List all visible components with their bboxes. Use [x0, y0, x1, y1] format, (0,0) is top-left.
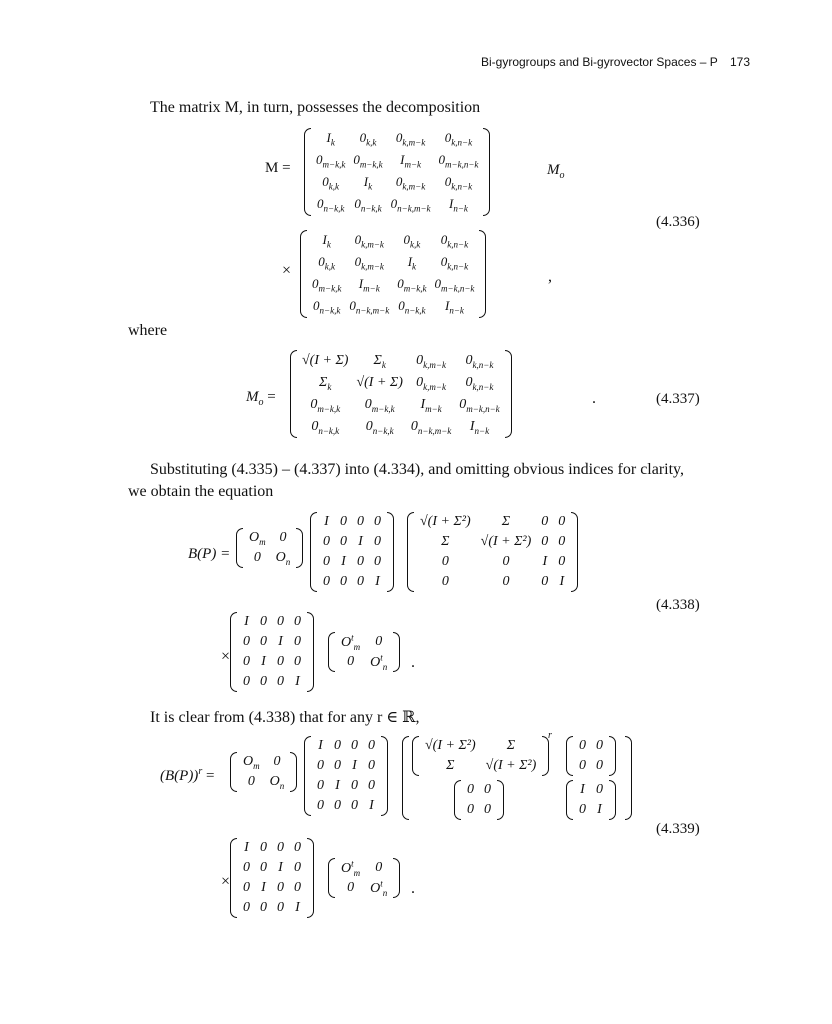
eq338-p-cell: I: [341, 554, 346, 569]
eq338-p2-cell: I: [278, 634, 283, 649]
eq336-a-row: [312, 194, 482, 216]
eq338-s-cell: 0: [558, 534, 566, 549]
eq339-p2-cell: I: [278, 860, 283, 875]
eq338-p-cell: I: [375, 574, 380, 589]
eq337-cell: $0_{m-k,k}$: [310, 396, 341, 414]
eq337-label: (4.337): [656, 391, 700, 407]
eq336-a-cell: $0_{k,n-k}$: [444, 130, 473, 148]
eq339-p2-cell: I: [261, 880, 266, 895]
eq339-p-cell: 0: [351, 738, 358, 753]
eq336-b-cell: $I_{n-k}$: [445, 298, 464, 316]
eq336-b-row: [308, 296, 478, 318]
eq339-identity-block: [566, 780, 616, 820]
eq338-p2-row: [238, 612, 306, 632]
eq336-a-cell: $0_{n-k,m-k}$: [390, 196, 431, 214]
eq336-a-cell: $0_{m-k,n-k}$: [438, 152, 479, 170]
eq339-p-row: [312, 736, 380, 756]
eq339-p-cell: I: [352, 758, 357, 773]
eq339-z1-cell: 0: [596, 758, 603, 773]
eq337-row: [298, 416, 504, 438]
eq336-a-cell: $I_{m-k}$: [400, 152, 422, 170]
eq338-p-row: [318, 512, 386, 532]
eq339-p-cell: 0: [368, 778, 375, 793]
eq336-a-cell: $0_{n-k,k}$: [354, 196, 382, 214]
eq336-times: ×: [282, 262, 292, 279]
paragraph-substituting-2: we obtain the equation: [128, 483, 274, 500]
eq336-a-row: [312, 172, 482, 194]
eq339-o-cell: 0: [247, 774, 255, 789]
eq338-s-cell: 0: [441, 574, 449, 589]
eq338-o-cell: 0: [279, 530, 287, 545]
eq336-a-cell: $0_{m-k,k}$: [353, 152, 383, 170]
eq339-z2-cell: 0: [467, 802, 474, 817]
eq337-cell: $0_{m-k,n-k}$: [459, 396, 500, 414]
eq338-t-row: [336, 652, 392, 672]
eq338-p2-cell: 0: [277, 654, 284, 669]
eq338-p-cell: I: [324, 514, 329, 529]
eq336-a-cell: $I_k$: [326, 130, 335, 148]
eq338-t-row: [336, 632, 392, 652]
eq336-a-cell: $0_{k,k}$: [359, 130, 377, 148]
eq339-power: r: [548, 730, 552, 741]
eq339-p-cell: 0: [317, 778, 324, 793]
eq339-p2-cell: 0: [277, 880, 284, 895]
eq338-o-row: [244, 528, 295, 548]
eq336-a-cell: $I_{n-k}$: [449, 196, 468, 214]
eq336-label: (4.336): [656, 214, 700, 230]
eq339-i-cell: 0: [596, 782, 603, 797]
eq338-p2-cell: 0: [243, 634, 250, 649]
eq338-p2-row: [238, 672, 306, 692]
eq339-s-cell: Σ: [506, 738, 516, 753]
eq338-s-row: [415, 552, 570, 572]
eq339-z2-cell: 0: [484, 802, 491, 817]
eq338-p2-cell: 0: [260, 634, 267, 649]
eq339-i-row: [574, 800, 608, 820]
eq338-s-cell: I: [559, 574, 565, 589]
eq337-cell: $\Sigma_k$: [319, 374, 332, 392]
eq337-row: [298, 372, 504, 394]
eq338-s-cell: Σ: [441, 534, 450, 549]
eq336-comma: ,: [548, 268, 552, 285]
eq339-p-row: [312, 776, 380, 796]
eq338-s-cell: 0: [441, 554, 449, 569]
eq339-sigma2: [412, 736, 549, 776]
eq337-row: [298, 394, 504, 416]
eq339-s-row: [420, 756, 541, 776]
eq339-t-cell: 0: [375, 860, 383, 875]
eq339-p-cell: 0: [368, 758, 375, 773]
eq338-o-cell: $O_n$: [275, 549, 291, 567]
eq339-s-cell: Σ: [446, 758, 455, 773]
eq338-p-cell: 0: [374, 534, 381, 549]
eq339-zero-bottom-grid: [462, 780, 496, 820]
eq338-s-cell: 0: [558, 514, 566, 529]
eq339-o-cell: $O_m$: [243, 753, 260, 771]
eq338-perm-matrix: [310, 512, 394, 592]
eq336-matrix-b: [300, 230, 486, 318]
eq338-p2-cell: 0: [277, 614, 284, 629]
eq339-block-matrix: [402, 730, 632, 820]
eq336-b-cell: $0_{k,m-k}$: [354, 254, 384, 272]
eq338-t-cell: 0: [375, 634, 383, 649]
eq338-p2-cell: 0: [277, 674, 284, 689]
eq336-a-row: [312, 150, 482, 172]
eq337-cell: $I_{n-k}$: [469, 418, 490, 436]
eq339-p-row: [312, 796, 380, 816]
eq339-p2-cell: 0: [294, 860, 301, 875]
eq338-p2-cell: 0: [294, 634, 301, 649]
eq338-p2-row: [238, 652, 306, 672]
eq338-s-row: [415, 512, 570, 532]
eq338-label: (4.338): [656, 597, 700, 613]
running-title: Bi-gyrogroups and Bi-gyrovector Spaces – P: [481, 55, 718, 69]
eq339-z1-cell: 0: [596, 738, 603, 753]
eq337-period: .: [592, 390, 596, 407]
eq336-b-row: [308, 274, 478, 296]
eq338-o-cell: $O_m$: [249, 529, 266, 547]
eq338-p2-row: [238, 632, 306, 652]
eq338-s-row: [415, 532, 570, 552]
eq338-o-row: [244, 548, 295, 568]
eq338-p-cell: 0: [323, 574, 330, 589]
eq338-p2-cell: 0: [294, 614, 301, 629]
eq339-z1-row: [574, 756, 608, 776]
eq336-b-cell: $I_k$: [407, 254, 417, 272]
paragraph-where: where: [128, 322, 168, 339]
eq339-p-cell: 0: [351, 798, 358, 813]
eq339-p2-cell: 0: [243, 880, 250, 895]
eq338-p-row: [318, 532, 386, 552]
eq336-mo: $M_o$: [547, 162, 565, 181]
eq339-p-cell: 0: [334, 758, 341, 773]
eq339-p-cell: 0: [368, 738, 375, 753]
eq336-lhs: M =: [265, 160, 291, 176]
eq336-a-cell: $0_{k,m-k}$: [395, 130, 426, 148]
eq336-b-cell: $0_{k,m-k}$: [354, 232, 384, 250]
eq339-i-cell: I: [597, 802, 602, 817]
eq338-o-cell: 0: [253, 550, 261, 565]
eq336-b-cell: $0_{n-k,k}$: [398, 298, 426, 316]
eq337-row: [298, 350, 504, 372]
eq338-ot-block-grid: [336, 632, 392, 672]
paragraph-decomposition: The matrix M, in turn, possesses the decomposition: [150, 99, 481, 116]
eq336-b-cell: $0_{k,n-k}$: [440, 254, 469, 272]
eq338-ot-block: [328, 632, 400, 672]
eq338-sigma-grid: [415, 512, 570, 592]
eq336-b-cell: $0_{m-k,k}$: [397, 276, 427, 294]
eq339-t-cell: $O^t_n$: [370, 878, 388, 898]
eq336-a-cell: $0_{k,m-k}$: [395, 174, 426, 192]
eq339-s-row: [420, 736, 541, 756]
eq339-o-cell: 0: [273, 754, 281, 769]
eq339-identity-grid: [574, 780, 608, 820]
eq338-o-block-grid: [244, 528, 295, 568]
eq337-cell: $0_{m-k,k}$: [364, 396, 395, 414]
eq338-p-row: [318, 572, 386, 592]
eq339-sigma2-grid: [420, 736, 541, 776]
eq336-b-cell: $0_{k,n-k}$: [440, 232, 469, 250]
eq337-cell: $0_{k,m-k}$: [416, 352, 446, 370]
eq337-cell: √(I + Σ): [302, 353, 349, 368]
eq339-p-cell: I: [369, 798, 374, 813]
eq339-perm-grid: [312, 736, 380, 816]
eq339-s-cell: √(I + Σ²): [425, 738, 476, 753]
eq338-o-block: [236, 528, 303, 568]
eq338-p-cell: 0: [374, 514, 381, 529]
eq339-i-row: [574, 780, 608, 800]
eq338-p2-cell: I: [295, 674, 300, 689]
eq339-z2-row: [462, 780, 496, 800]
eq339-p2-row: [238, 898, 306, 918]
eq338-s-cell: 0: [502, 554, 510, 569]
eq336-b-cell: $0_{m-k,n-k}$: [434, 276, 475, 294]
eq339-p2-cell: 0: [294, 840, 301, 855]
eq338-t-cell: $O^t_n$: [370, 652, 388, 672]
page-number: 173: [730, 55, 751, 69]
eq338-s-cell: 0: [541, 534, 549, 549]
eq338-perm-grid: [318, 512, 386, 592]
eq337-cell: √(I + Σ): [356, 375, 403, 390]
eq339-zero-block-bottom: [454, 780, 504, 820]
eq338-p2-cell: I: [261, 654, 266, 669]
eq338-s-cell: √(I + Σ²): [480, 534, 532, 549]
eq338-p-cell: 0: [340, 514, 347, 529]
eq339-p2-cell: I: [295, 900, 300, 915]
eq337-cell: $I_{m-k}$: [420, 396, 442, 414]
eq339-p-cell: I: [318, 738, 323, 753]
eq339-z1-cell: 0: [579, 758, 586, 773]
eq338-p-cell: I: [358, 534, 363, 549]
eq339-z1-row: [574, 736, 608, 756]
eq338-perm-grid-2: [238, 612, 306, 692]
eq339-s-cell: √(I + Σ²): [485, 758, 537, 773]
eq339-p-cell: 0: [334, 798, 341, 813]
eq339-zero-block-top: [566, 736, 616, 776]
eq338-p2-cell: 0: [260, 614, 267, 629]
eq336-a-cell: $0_{k,n-k}$: [444, 174, 473, 192]
eq339-label: (4.339): [656, 821, 700, 837]
eq338-p-cell: 0: [357, 514, 364, 529]
eq338-t-cell: 0: [347, 654, 355, 669]
eq336-matrix-a-grid: [312, 128, 482, 216]
eq337-cell: $0_{n-k,m-k}$: [410, 418, 452, 436]
eq337-cell: $\Sigma_k$: [373, 352, 386, 370]
eq338-p2-cell: 0: [294, 654, 301, 669]
eq339-perm-grid-2: [238, 838, 306, 918]
eq338-p-cell: 0: [323, 534, 330, 549]
eq339-p2-cell: 0: [260, 860, 267, 875]
eq338-s-cell: Σ: [501, 514, 511, 529]
eq336-a-cell: $0_{n-k,k}$: [317, 196, 345, 214]
eq336-b-cell: $0_{k,k}$: [318, 254, 336, 272]
eq339-lhs: $(B(P))^r$ =: [160, 766, 215, 784]
eq339-p2-row: [238, 878, 306, 898]
eq338-p-cell: 0: [340, 574, 347, 589]
eq338-lhs: B(P) =: [188, 546, 231, 562]
eq339-p2-cell: 0: [243, 860, 250, 875]
eq339-ot-block: [328, 858, 400, 898]
eq339-period: .: [411, 880, 415, 897]
eq336-a-cell: $0_{m-k,k}$: [316, 152, 346, 170]
eq337-cell: $0_{n-k,k}$: [365, 418, 394, 436]
eq339-times: ×: [221, 873, 231, 890]
eq337-matrix: [290, 350, 512, 438]
eq339-o-row: [238, 752, 289, 772]
eq338-p-cell: 0: [323, 554, 330, 569]
eq336-b-row: [308, 252, 478, 274]
eq338-p-cell: 0: [374, 554, 381, 569]
eq338-s-cell: 0: [541, 514, 549, 529]
eq336-matrix-a: [304, 128, 490, 216]
eq339-p2-row: [238, 838, 306, 858]
eq339-p-row: [312, 756, 380, 776]
paragraph-substituting-1: Substituting (4.335) – (4.337) into (4.334), and omitting obvious indices for clarity,: [150, 461, 685, 478]
eq338-sigma-matrix: [407, 512, 578, 592]
eq338-s-cell: I: [542, 554, 548, 569]
eq338-times: ×: [221, 648, 231, 665]
eq339-p-cell: I: [335, 778, 340, 793]
eq338-p-cell: 0: [357, 554, 364, 569]
eq339-ot-block-grid: [336, 858, 392, 898]
eq339-z1-cell: 0: [579, 738, 586, 753]
eq338-p2-cell: 0: [243, 674, 250, 689]
eq339-p-cell: 0: [334, 738, 341, 753]
eq338-s-cell: 0: [541, 574, 549, 589]
eq339-p-cell: 0: [317, 798, 324, 813]
eq338-s-cell: 0: [558, 554, 566, 569]
eq339-z2-cell: 0: [467, 782, 474, 797]
eq339-perm-matrix-2: [230, 838, 314, 918]
eq339-p2-cell: 0: [260, 840, 267, 855]
eq338-s-cell: 0: [502, 574, 510, 589]
eq339-p2-cell: 0: [277, 900, 284, 915]
eq339-o-cell: $O_n$: [269, 773, 285, 791]
eq339-p-cell: 0: [351, 778, 358, 793]
eq337-lhs: $M_o$ =: [246, 389, 276, 408]
eq336-b-cell: $0_{k,k}$: [403, 232, 421, 250]
eq338-s-cell: √(I + Σ²): [420, 514, 471, 529]
paragraph-clear: It is clear from (4.338) that for any r ∈ ℝ,: [150, 709, 420, 726]
eq336-b-cell: $I_k$: [322, 232, 331, 250]
eq338-p2-cell: 0: [243, 654, 250, 669]
eq339-p2-cell: 0: [243, 900, 250, 915]
eq339-p2-cell: 0: [277, 840, 284, 855]
eq339-perm-matrix: [304, 736, 388, 816]
eq337-cell: $0_{k,m-k}$: [416, 374, 446, 392]
eq336-a-cell: $0_{k,k}$: [322, 174, 340, 192]
eq339-p2-row: [238, 858, 306, 878]
eq339-z2-cell: 0: [484, 782, 491, 797]
eq337-matrix-grid: [298, 350, 504, 438]
eq338-p2-cell: I: [244, 614, 249, 629]
eq336-b-cell: $I_{m-k}$: [358, 276, 380, 294]
eq339-p2-cell: 0: [294, 880, 301, 895]
eq339-z2-row: [462, 800, 496, 820]
eq339-o-row: [238, 772, 289, 792]
eq336-matrix-b-grid: [308, 230, 478, 318]
eq338-period: .: [411, 654, 415, 671]
eq338-perm-matrix-2: [230, 612, 314, 692]
eq339-o-block-grid: [238, 752, 289, 792]
eq336-b-cell: $0_{n-k,k}$: [313, 298, 341, 316]
eq338-p2-cell: 0: [260, 674, 267, 689]
eq338-t-cell: $O^t_m$: [341, 632, 361, 652]
eq339-p-cell: 0: [317, 758, 324, 773]
eq338-p-row: [318, 552, 386, 572]
eq337-cell: $0_{k,n-k}$: [465, 374, 494, 392]
eq339-i-cell: I: [580, 782, 585, 797]
eq339-p2-cell: I: [244, 840, 249, 855]
eq339-t-row: [336, 878, 392, 898]
eq336-b-cell: $0_{n-k,m-k}$: [349, 298, 390, 316]
eq339-p2-cell: 0: [260, 900, 267, 915]
eq337-cell: $0_{k,n-k}$: [465, 352, 494, 370]
eq339-zero-top-grid: [574, 736, 608, 776]
eq336-a-cell: $I_k$: [363, 174, 373, 192]
eq339-i-cell: 0: [579, 802, 586, 817]
eq336-b-cell: $0_{m-k,k}$: [312, 276, 342, 294]
eq338-p-cell: 0: [357, 574, 364, 589]
eq337-cell: $0_{n-k,k}$: [311, 418, 340, 436]
eq339-t-cell: $O^t_m$: [341, 858, 361, 878]
eq338-s-row: [415, 572, 570, 592]
eq336-a-row: [312, 128, 482, 150]
eq339-t-row: [336, 858, 392, 878]
eq339-t-cell: 0: [347, 880, 355, 895]
eq336-b-row: [308, 230, 478, 252]
eq339-o-block: [230, 752, 297, 792]
eq338-p-cell: 0: [340, 534, 347, 549]
